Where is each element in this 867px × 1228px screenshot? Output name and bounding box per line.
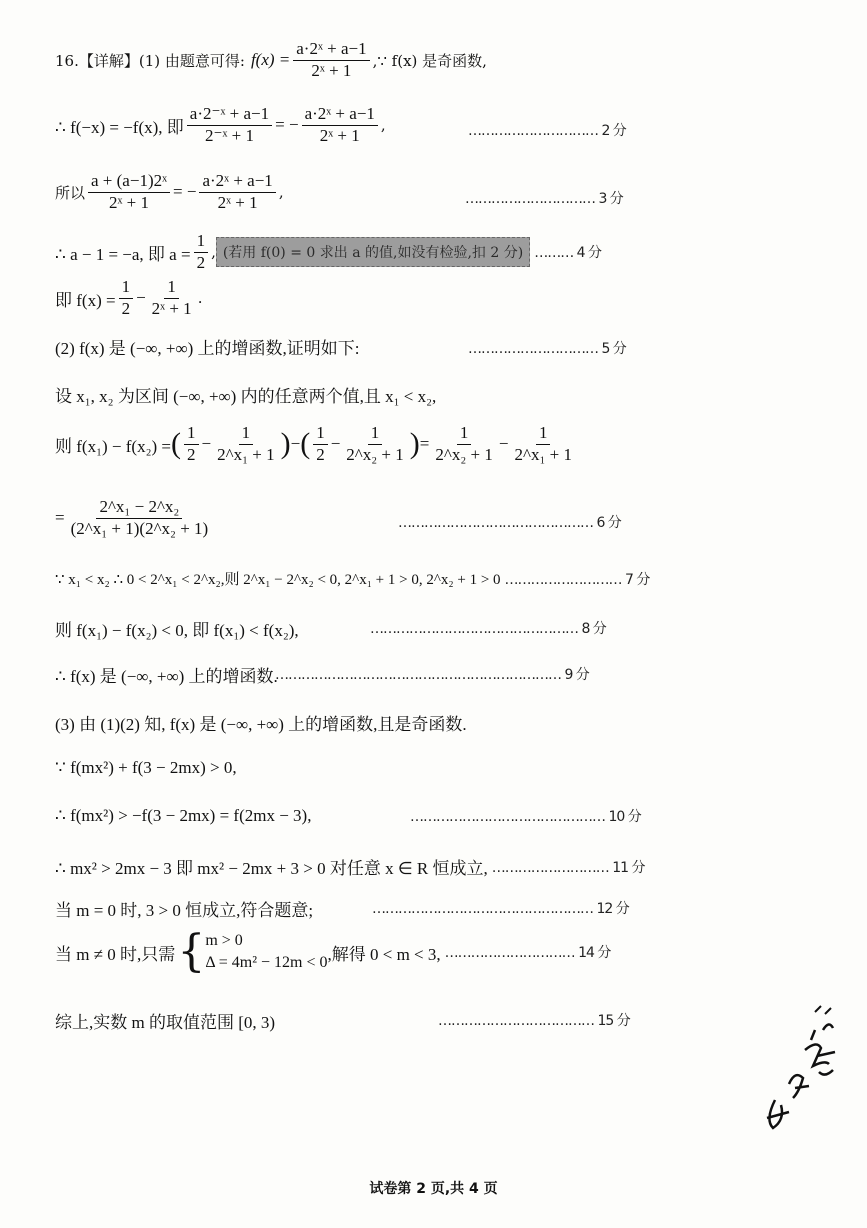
score-12: …………………………………………… 12 分 [372, 901, 629, 917]
denominator: 2ˣ + 1 [319, 125, 360, 145]
line-1 [55, 40, 847, 80]
numerator: a·2ˣ + a−1 [302, 105, 378, 126]
score-text: 6 分 [596, 515, 621, 531]
line-5 [55, 278, 847, 318]
text: 即 f(x) = [55, 290, 116, 310]
text: ,解得 0 < m < 3, [327, 944, 441, 964]
numerator: a + (a−1)2ˣ [88, 172, 170, 193]
text: = [419, 434, 430, 454]
denominator: 2^x₂ + 1 [346, 444, 404, 464]
numerator: 1 [164, 278, 179, 299]
text: . [197, 289, 203, 308]
text: − [290, 434, 301, 454]
text: (3) 由 (1)(2) 知, f(x) 是 (−∞, +∞) 上的增函数,且是奇函数. [55, 715, 467, 734]
line-10 [55, 568, 847, 589]
denominator: 2 [196, 252, 206, 272]
text: 综上,实数 m 的取值范围 [0, 3) [55, 1013, 276, 1032]
score-text: 9 分 [564, 667, 589, 683]
score-9: ………………………………………………………… 9 分 [275, 667, 589, 683]
score-6: ……………………………………… 6 分 [398, 515, 621, 531]
numerator: 1 [119, 278, 134, 299]
paren: ) [280, 427, 291, 461]
text: − [136, 288, 146, 308]
line-6 [55, 334, 847, 359]
score-text: 5 分 [601, 341, 626, 357]
score-11: ……………………… 11 分 [491, 859, 645, 876]
score-text: 12 分 [596, 901, 629, 917]
fraction [432, 424, 496, 464]
score-15: ……………………………… 15 分 [438, 1013, 630, 1029]
numerator: 1 [313, 424, 328, 445]
line-8 [55, 424, 847, 464]
score-text: 11 分 [612, 859, 645, 876]
line-7 [55, 382, 847, 407]
denominator: 2ˣ + 1 [109, 192, 150, 212]
text: 则 f(x₁) − f(x₂) < 0, 即 f(x₁) < f(x₂), [55, 621, 299, 640]
denominator: 2 [121, 298, 131, 318]
text: ∴ f(x) 是 (−∞, +∞) 上的增函数. [55, 667, 278, 686]
line-18 [55, 926, 847, 978]
score-7: ……………………… 7 分 [504, 571, 650, 588]
fraction [313, 424, 328, 464]
handwritten-signature [755, 1000, 845, 1140]
numerator: 1 [457, 424, 472, 445]
fraction [199, 172, 275, 212]
score-text: 14 分 [578, 945, 611, 962]
line-2 [55, 105, 847, 145]
numerator: 1 [194, 232, 209, 253]
fraction [293, 40, 369, 80]
fraction [149, 278, 195, 318]
numerator: 1 [184, 424, 199, 445]
numerator: 1 [536, 424, 551, 445]
page-footer: 试卷第 2 页,共 4 页 [369, 1181, 498, 1197]
question-label: 16.【详解】(1) 由题意可得: [55, 51, 245, 70]
denominator: 2^x₂ + 1 [435, 444, 493, 464]
numerator: a·2ˣ + a−1 [199, 172, 275, 193]
text: 则 f(x₁) − f(x₂) = [55, 436, 171, 456]
denominator: 2ˣ + 1 [311, 60, 352, 80]
fraction [184, 424, 199, 464]
fraction [511, 424, 575, 464]
text: 设 x₁, x₂ 为区间 (−∞, +∞) 内的任意两个值,且 x₁ < x₂, [55, 387, 437, 406]
fraction [68, 498, 212, 538]
score-2: ………………………… 2 分 [468, 123, 626, 139]
text: − [330, 434, 341, 454]
paren: ( [300, 427, 311, 461]
fraction [343, 424, 407, 464]
score-text: 10 分 [608, 809, 641, 825]
line-14 [55, 758, 847, 778]
text: , [211, 243, 216, 262]
text: − [201, 434, 212, 454]
numerator: a·2⁻ˣ + a−1 [187, 105, 272, 126]
score-14: ………………………… 14 分 [444, 945, 611, 962]
numerator: 1 [368, 424, 383, 445]
line-13 [55, 710, 847, 735]
fraction [88, 172, 170, 212]
fx-text: f(x) = [250, 50, 291, 70]
text: , [278, 183, 284, 202]
paren: ) [409, 427, 420, 461]
fraction [302, 105, 378, 145]
text: ,∵ f(x) 是奇函数, [372, 51, 487, 70]
score-8: ………………………………………… 8 分 [370, 621, 606, 637]
score-text: 4 分 [576, 245, 601, 262]
score-text: 8 分 [581, 621, 606, 637]
paren: ( [171, 427, 181, 461]
score-10: ……………………………………… 10 分 [410, 809, 641, 825]
text: ∵ f(mx²) + f(3 − 2mx) > 0, [55, 758, 237, 777]
text: ∴ f(mx²) > −f(3 − 2mx) = f(2mx − 3), [55, 806, 312, 825]
score-5: ………………………… 5 分 [468, 341, 626, 357]
condition-1: m > 0 [205, 932, 243, 949]
fraction [187, 105, 272, 145]
text: − [498, 434, 509, 454]
condition-brace [177, 926, 328, 978]
numerator: 1 [239, 424, 254, 445]
text: , [380, 116, 386, 135]
grading-note: (若用 f(0) = 0 求出 a 的值,如没有检验,扣 2 分) [216, 237, 530, 267]
condition-2: Δ = 4m² − 12m < 0 [205, 954, 328, 972]
text: (2) f(x) 是 (−∞, +∞) 上的增函数,证明如下: [55, 339, 360, 358]
numerator: 2^x₁ − 2^x₂ [96, 498, 182, 519]
text: = − [173, 182, 197, 202]
text: 所以 [55, 183, 86, 202]
fraction [194, 232, 209, 272]
numerator: a·2ˣ + a−1 [293, 40, 369, 61]
score-4: ……… 4 分 [534, 245, 601, 262]
score-text: 7 分 [625, 571, 650, 588]
line-4 [55, 232, 847, 272]
fraction [119, 278, 134, 318]
text: ∵ x₁ < x₂ ∴ 0 < 2^x₁ < 2^x₂,则 2^x₁ − 2^x₂ < 0, 2^x₁ + 1 > 0, 2^x₂ + 1 > 0 [55, 572, 501, 588]
denominator: 2⁻ˣ + 1 [204, 125, 254, 145]
text: 当 m ≠ 0 时,只需 [55, 944, 176, 964]
denominator: 2ˣ + 1 [151, 298, 192, 318]
score-text: 2 分 [601, 123, 626, 139]
fraction [214, 424, 278, 464]
denominator: (2^x₁ + 1)(2^x₂ + 1) [70, 518, 209, 538]
line-16 [55, 854, 847, 879]
text: = − [275, 115, 299, 135]
score-text: 3 分 [598, 191, 623, 207]
denominator: 2ˣ + 1 [217, 192, 258, 212]
denominator: 2^x₁ + 1 [514, 444, 572, 464]
text: ∴ f(−x) = −f(x), 即 [55, 117, 184, 137]
denominator: 2^x₁ + 1 [217, 444, 275, 464]
denominator: 2 [187, 444, 196, 464]
conditions [205, 930, 327, 975]
text: ∴ mx² > 2mx − 3 即 mx² − 2mx + 3 > 0 对任意 x ∈ R 恒成立, [55, 859, 488, 878]
text: ∴ a − 1 = −a, 即 a = [55, 244, 191, 264]
brace-icon: { [177, 926, 206, 978]
score-3: ………………………… 3 分 [465, 191, 623, 207]
line-3 [55, 172, 847, 212]
denominator: 2 [316, 444, 325, 464]
text: 当 m = 0 时, 3 > 0 恒成立,符合题意; [55, 901, 314, 920]
text: = [55, 508, 65, 528]
score-text: 15 分 [597, 1013, 630, 1029]
